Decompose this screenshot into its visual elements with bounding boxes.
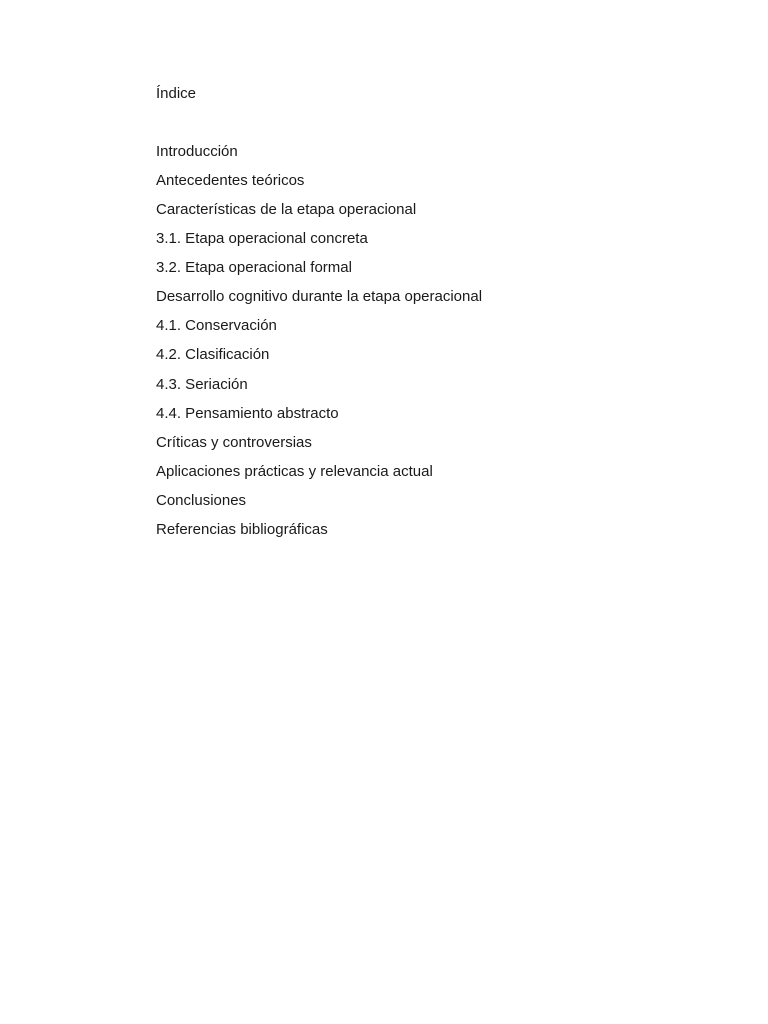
toc-item: 3.1. Etapa operacional concreta [156, 230, 368, 248]
toc-item: 4.2. Clasificación [156, 346, 270, 364]
toc-item: Características de la etapa operacional [156, 201, 417, 219]
toc-item: Referencias bibliográficas [156, 520, 328, 538]
toc-item: 4.4. Pensamiento abstracto [156, 404, 339, 422]
toc-item: 4.3. Seriación [156, 375, 248, 393]
toc-item: 3.2. Etapa operacional formal [156, 259, 352, 277]
toc-item: Antecedentes teóricos [156, 172, 305, 190]
toc-item: Conclusiones [156, 491, 247, 509]
toc-item: Aplicaciones prácticas y relevancia actual [156, 462, 433, 480]
toc-item: Introducción [156, 143, 238, 160]
table-of-contents [156, 143, 482, 550]
toc-item: Críticas y controversias [156, 433, 312, 451]
toc-item: Desarrollo cognitivo durante la etapa operacional [156, 288, 483, 306]
toc-item: 4.1. Conservación [156, 317, 277, 335]
page-title: Índice [156, 85, 197, 102]
